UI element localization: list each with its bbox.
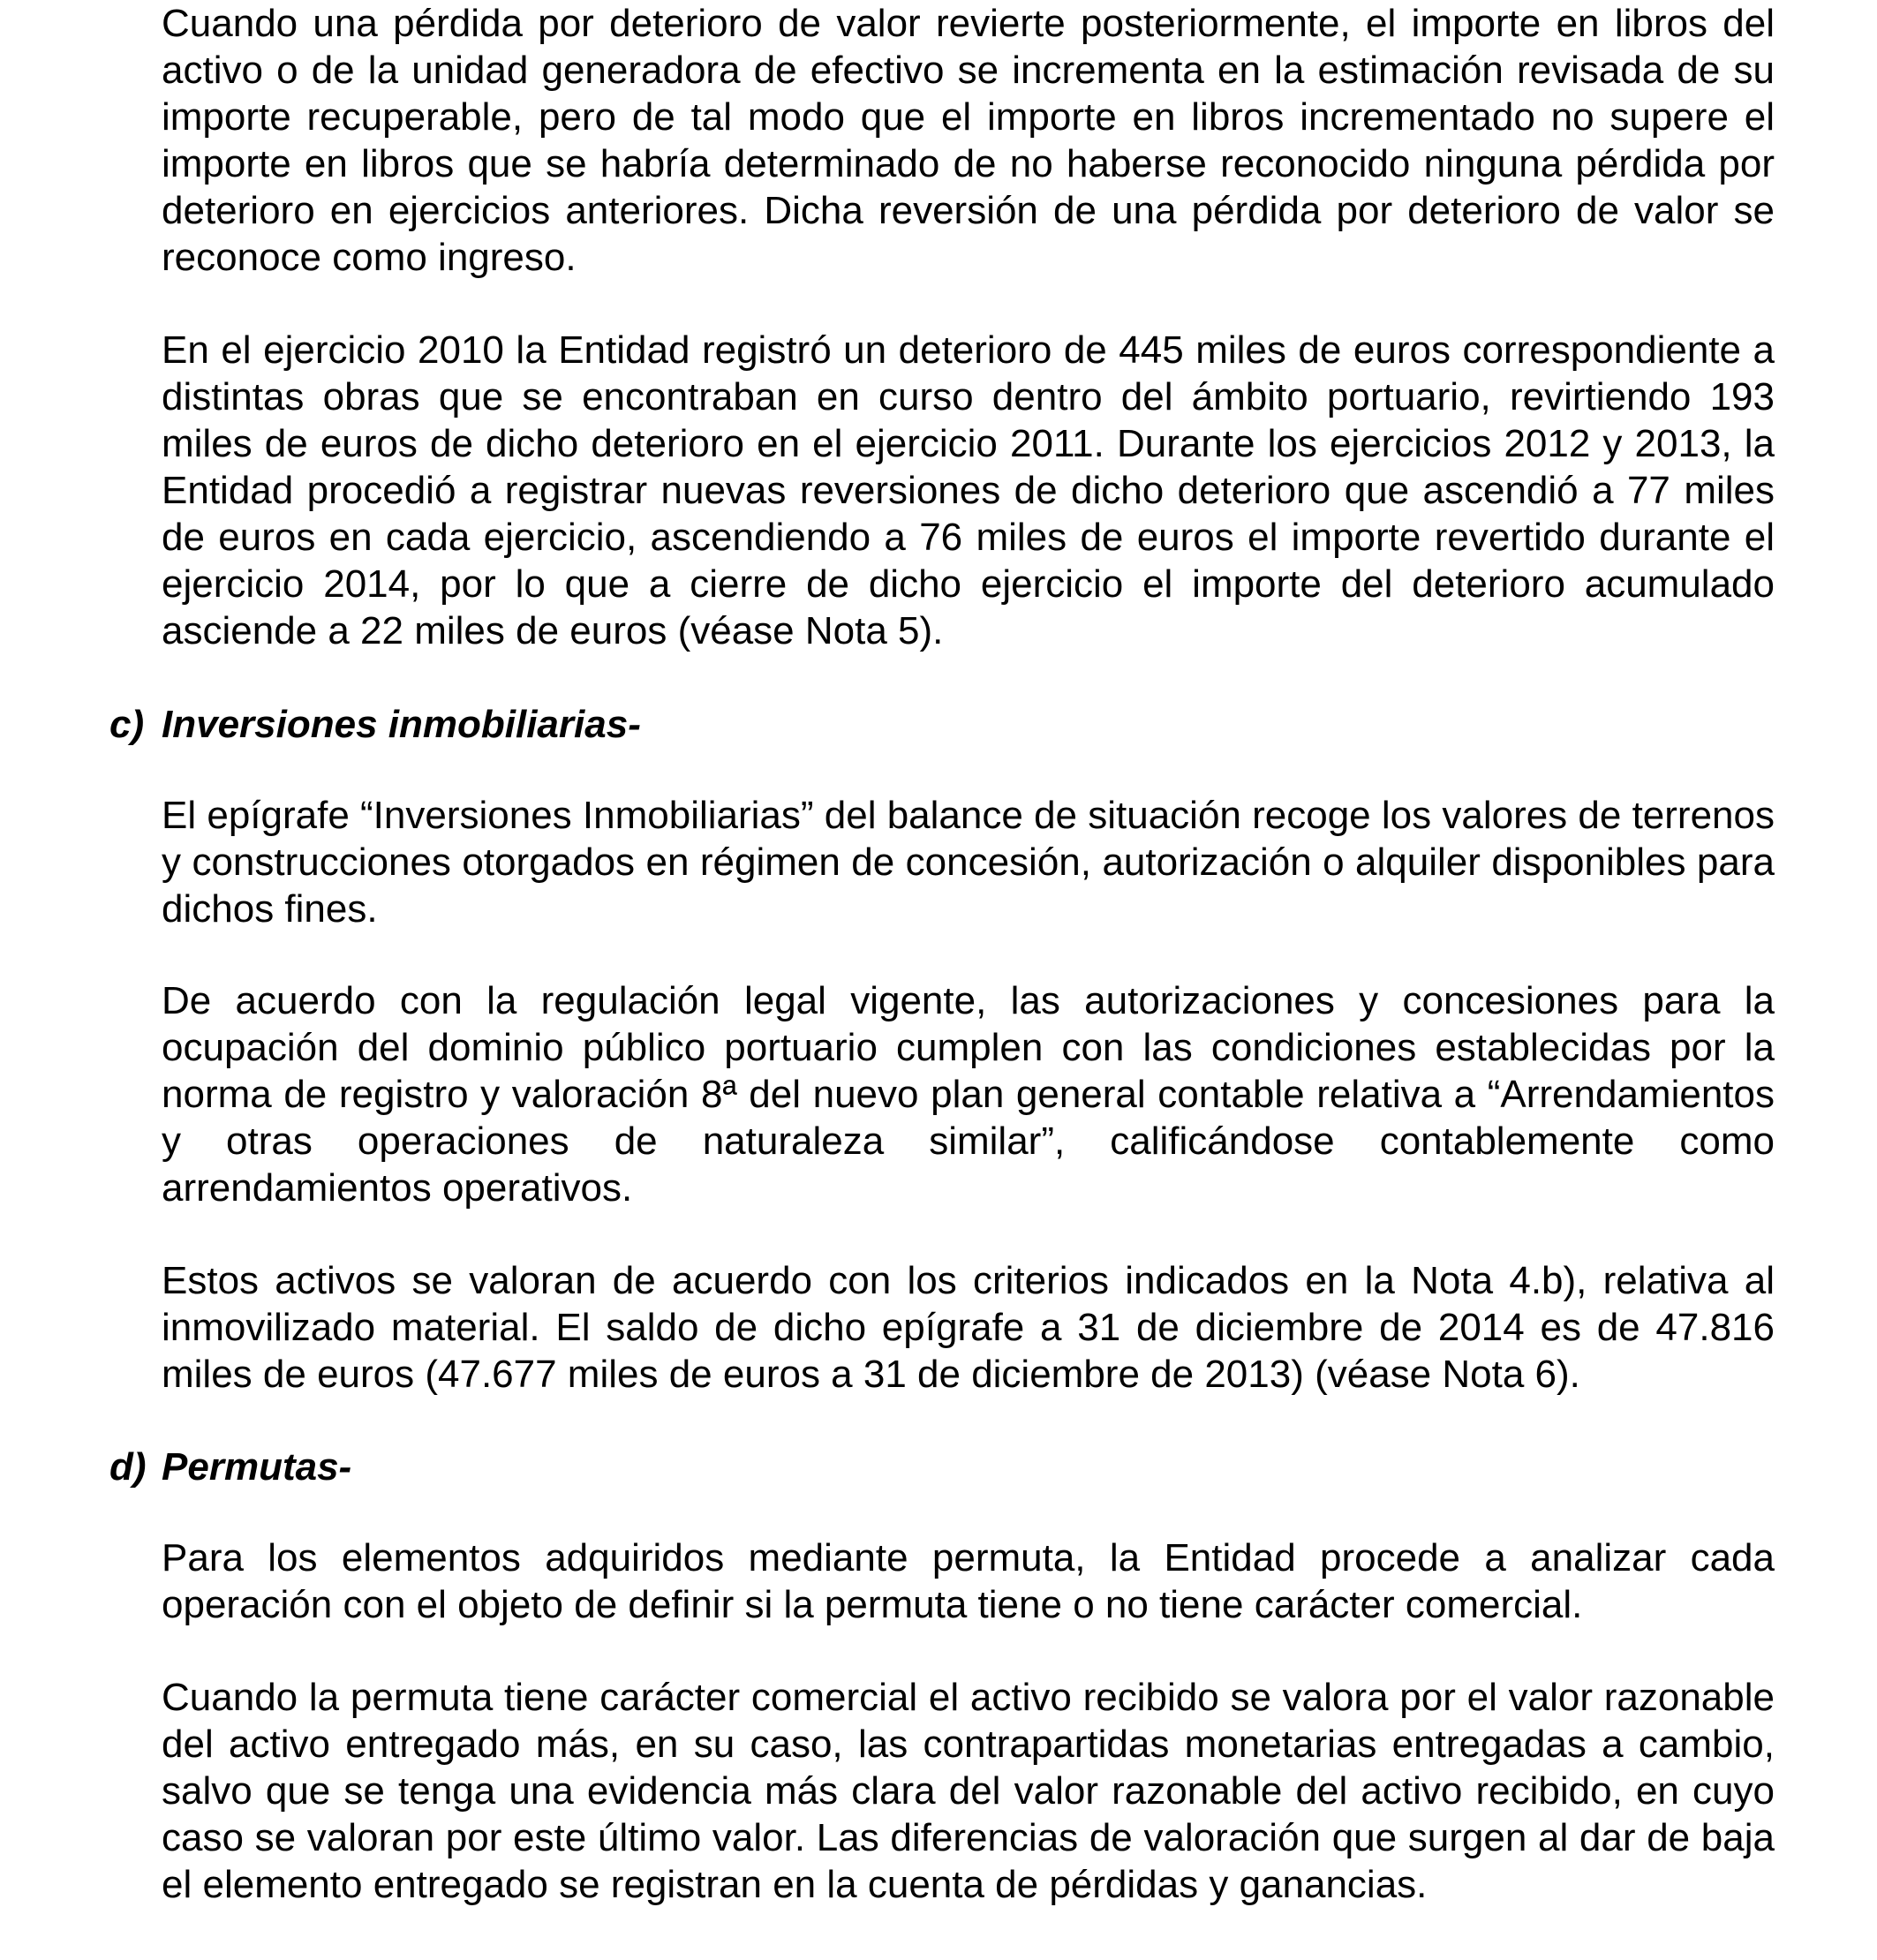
section-title-permutas: Permutas- (162, 1445, 352, 1489)
paragraph-permuta-comercial: Cuando la permuta tiene carácter comercial el activo recibido se valora por el valor razonable del activo entregado más, en su caso, las contrapartidas monetarias entregadas a cambio, salvo que se tenga una evidencia más clara del valor razonable del activo recibido, en cuyo caso se valoran por este último valor. Las diferencias de valoración que surgen al dar de baja el elemento entregado se registran en la cuenta de pérdidas y ganancias. (162, 1676, 1775, 1906)
section-heading-c (109, 701, 641, 748)
paragraph-permuta-analisis: Para los elementos adquiridos mediante permuta, la Entidad procede a analizar cada operación con el objeto de definir si la permuta tiene o no tiene carácter comercial. (162, 1536, 1775, 1626)
section-title-inversiones-inmobiliarias: Inversiones inmobiliarias- (162, 703, 641, 746)
section-heading-d (109, 1444, 351, 1490)
paragraph-impairment-reversal: Cuando una pérdida por deterioro de valor revierte posteriormente, el importe en libros del activo o de la unidad generadora de efectivo se incrementa en la estimación revisada de su importe recuperable, pero de tal modo que el importe en libros incrementado no supere el importe en libros que se habría determinado de no haberse reconocido ninguna pérdida por deterioro en ejercicios anteriores. Dicha reversión de una pérdida por deterioro de valor se reconoce como ingreso. (162, 2, 1775, 279)
paragraph-valoracion-activos: Estos activos se valoran de acuerdo con los criterios indicados en la Nota 4.b), relativa al inmovilizado material. El saldo de dicho epígrafe a 31 de diciembre de 2014 es de 47.816 miles de euros (47.677 miles de euros a 31 de diciembre de 2013) (véase Nota 6). (162, 1259, 1775, 1396)
paragraph-regulacion-legal: De acuerdo con la regulación legal vigente, las autorizaciones y concesiones para la ocupación del dominio público portuario cumplen con las condiciones establecidas por la norma de registro y valoración 8ª del nuevo plan general contable relativa a “Arrendamientos y otras operaciones de naturaleza similar”, calificándose contablemente como arrendamientos operativos. (162, 979, 1775, 1210)
section-marker-c: c) (109, 703, 145, 746)
paragraph-inversiones-epigrafe: El epígrafe “Inversiones Inmobiliarias” del balance de situación recoge los valores de terrenos y construcciones otorgados en régimen de concesión, autorización o alquiler disponibles para dichos fines. (162, 794, 1775, 931)
section-marker-d: d) (109, 1445, 147, 1489)
paragraph-impairment-2010: En el ejercicio 2010 la Entidad registró un deterioro de 445 miles de euros correspondiente a distintas obras que se encontraban en curso dentro del ámbito portuario, revirtiendo 193 miles de euros de dicho deterioro en el ejercicio 2011. Durante los ejercicios 2012 y 2013, la Entidad procedió a registrar nuevas reversiones de dicho deterioro que ascendió a 77 miles de euros en cada ejercicio, ascendiendo a 76 miles de euros el importe revertido durante el ejercicio 2014, por lo que a cierre de dicho ejercicio el importe del deterioro acumulado asciende a 22 miles de euros (véase Nota 5). (162, 328, 1775, 652)
